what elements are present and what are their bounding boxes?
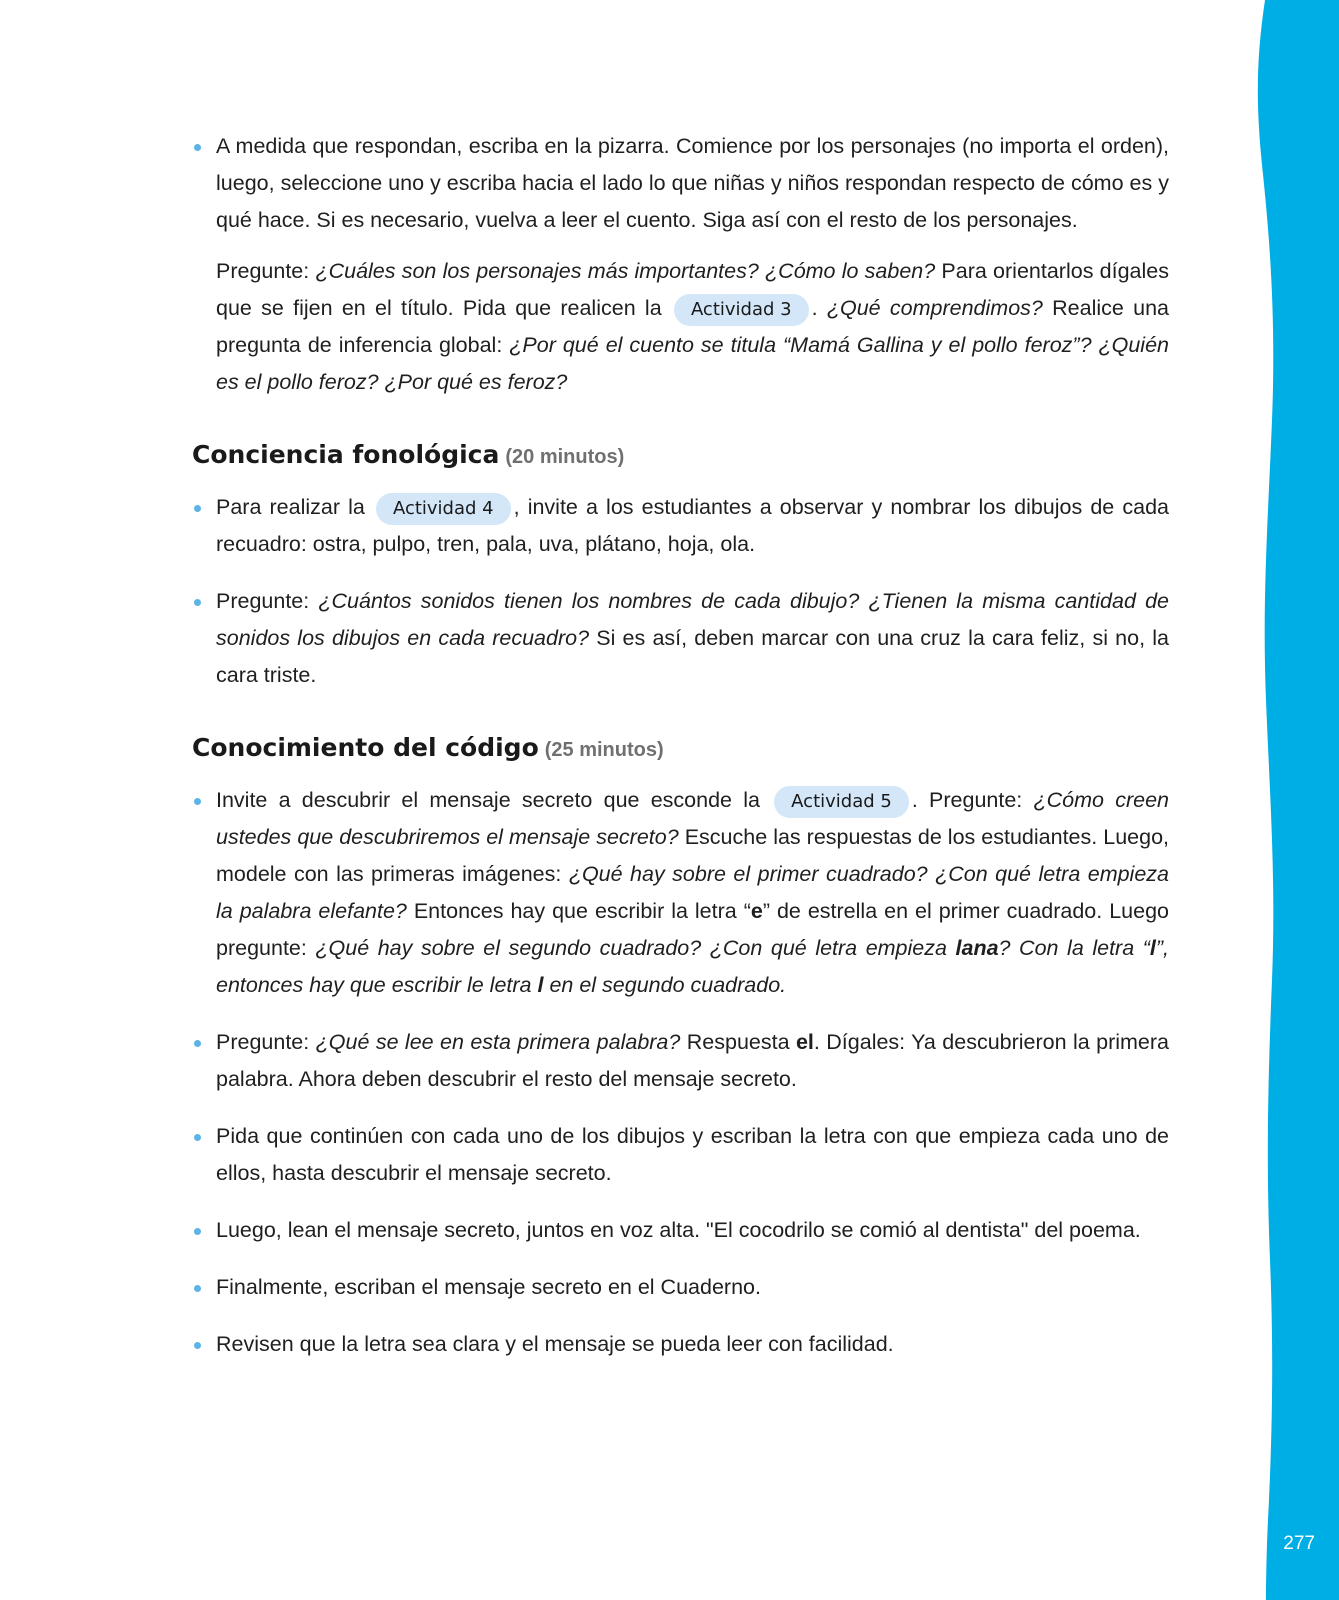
section-heading-phonological xyxy=(192,435,1169,477)
section-title: Conocimiento del código xyxy=(192,733,539,762)
list-item: Luego, lean el mensaje secreto, juntos en voz alta. "El cocodrilo se comió al dentista" del poema. xyxy=(192,1212,1169,1249)
section-heading-code xyxy=(192,728,1169,770)
list-item: Pregunte: ¿Qué se lee en esta primera palabra? Respuesta el. Dígales: Ya descubrieron la primera palabra. Ahora deben descubrir el resto del mensaje secreto. xyxy=(192,1024,1169,1098)
list-item: Invite a descubrir el mensaje secreto que esconde la Actividad 5 . Pregunte: ¿Cómo creen ustedes que descubriremos el mensaje secreto? Escuche las respuestas de los estudiantes. Luego, modele con las primeras imágenes: ¿Qué hay sobre el primer cuadrado? ¿Con qué letra empieza la palabra elefante? Entonces hay que escribir la letra “e” de estrella en el primer cuadrado. Luego pregunte: ¿Qué hay sobre el segundo cuadrado? ¿Con qué letra empieza lana? Con la letra “l”, entonces hay que escribir le letra l en el segundo cuadrado. xyxy=(192,782,1169,1004)
paragraph: Pregunte: ¿Cuáles son los personajes más importantes? ¿Cómo lo saben? Para orientarlos dígales que se fijen en el título. Pida que realicen la Actividad 3 . ¿Qué comprendimos? Realice una pregunta de inferencia global: ¿Por qué el cuento se titula “Mamá Gallina y el pollo feroz”? ¿Quién es el pollo feroz? ¿Por qué es feroz? xyxy=(216,259,1170,394)
section-title: Conciencia fonológica xyxy=(192,440,500,469)
activity-3-badge: Actividad 3 xyxy=(674,294,809,326)
list-item: Pregunte: ¿Cuántos sonidos tienen los nombres de cada dibujo? ¿Tienen la misma cantidad de sonidos los dibujos en cada recuadro? Si es así, deben marcar con una cruz la cara feliz, si no, la cara triste. xyxy=(192,583,1169,694)
section-duration: (25 minutos) xyxy=(544,739,664,761)
list-item: Para realizar la Actividad 4 , invite a los estudiantes a observar y nombrar los dibujos de cada recuadro: ostra, pulpo, tren, pala, uva, plátano, hoja, ola. xyxy=(192,489,1169,563)
page-number: 277 xyxy=(1283,1533,1315,1554)
section-duration: (20 minutos) xyxy=(505,446,625,468)
list-item: Finalmente, escriban el mensaje secreto en el Cuaderno. xyxy=(192,1269,1169,1306)
list-item: A medida que respondan, escriba en la pizarra. Comience por los personajes (no importa el orden), luego, seleccione uno y escriba hacia el lado lo que niñas y niños respondan respecto de cómo es y qué hace. Si es necesario, vuelva a leer el cuento. Siga así con el resto de los personajes. xyxy=(192,128,1169,239)
list-item: Pida que continúen con cada uno de los dibujos y escriban la letra con que empieza cada uno de ellos, hasta descubrir el mensaje secreto. xyxy=(192,1118,1169,1192)
page-content xyxy=(192,128,1169,1383)
activity-4-badge: Actividad 4 xyxy=(376,493,511,525)
list-item: Revisen que la letra sea clara y el mensaje se pueda leer con facilidad. xyxy=(192,1326,1169,1363)
activity-5-badge: Actividad 5 xyxy=(774,786,909,818)
